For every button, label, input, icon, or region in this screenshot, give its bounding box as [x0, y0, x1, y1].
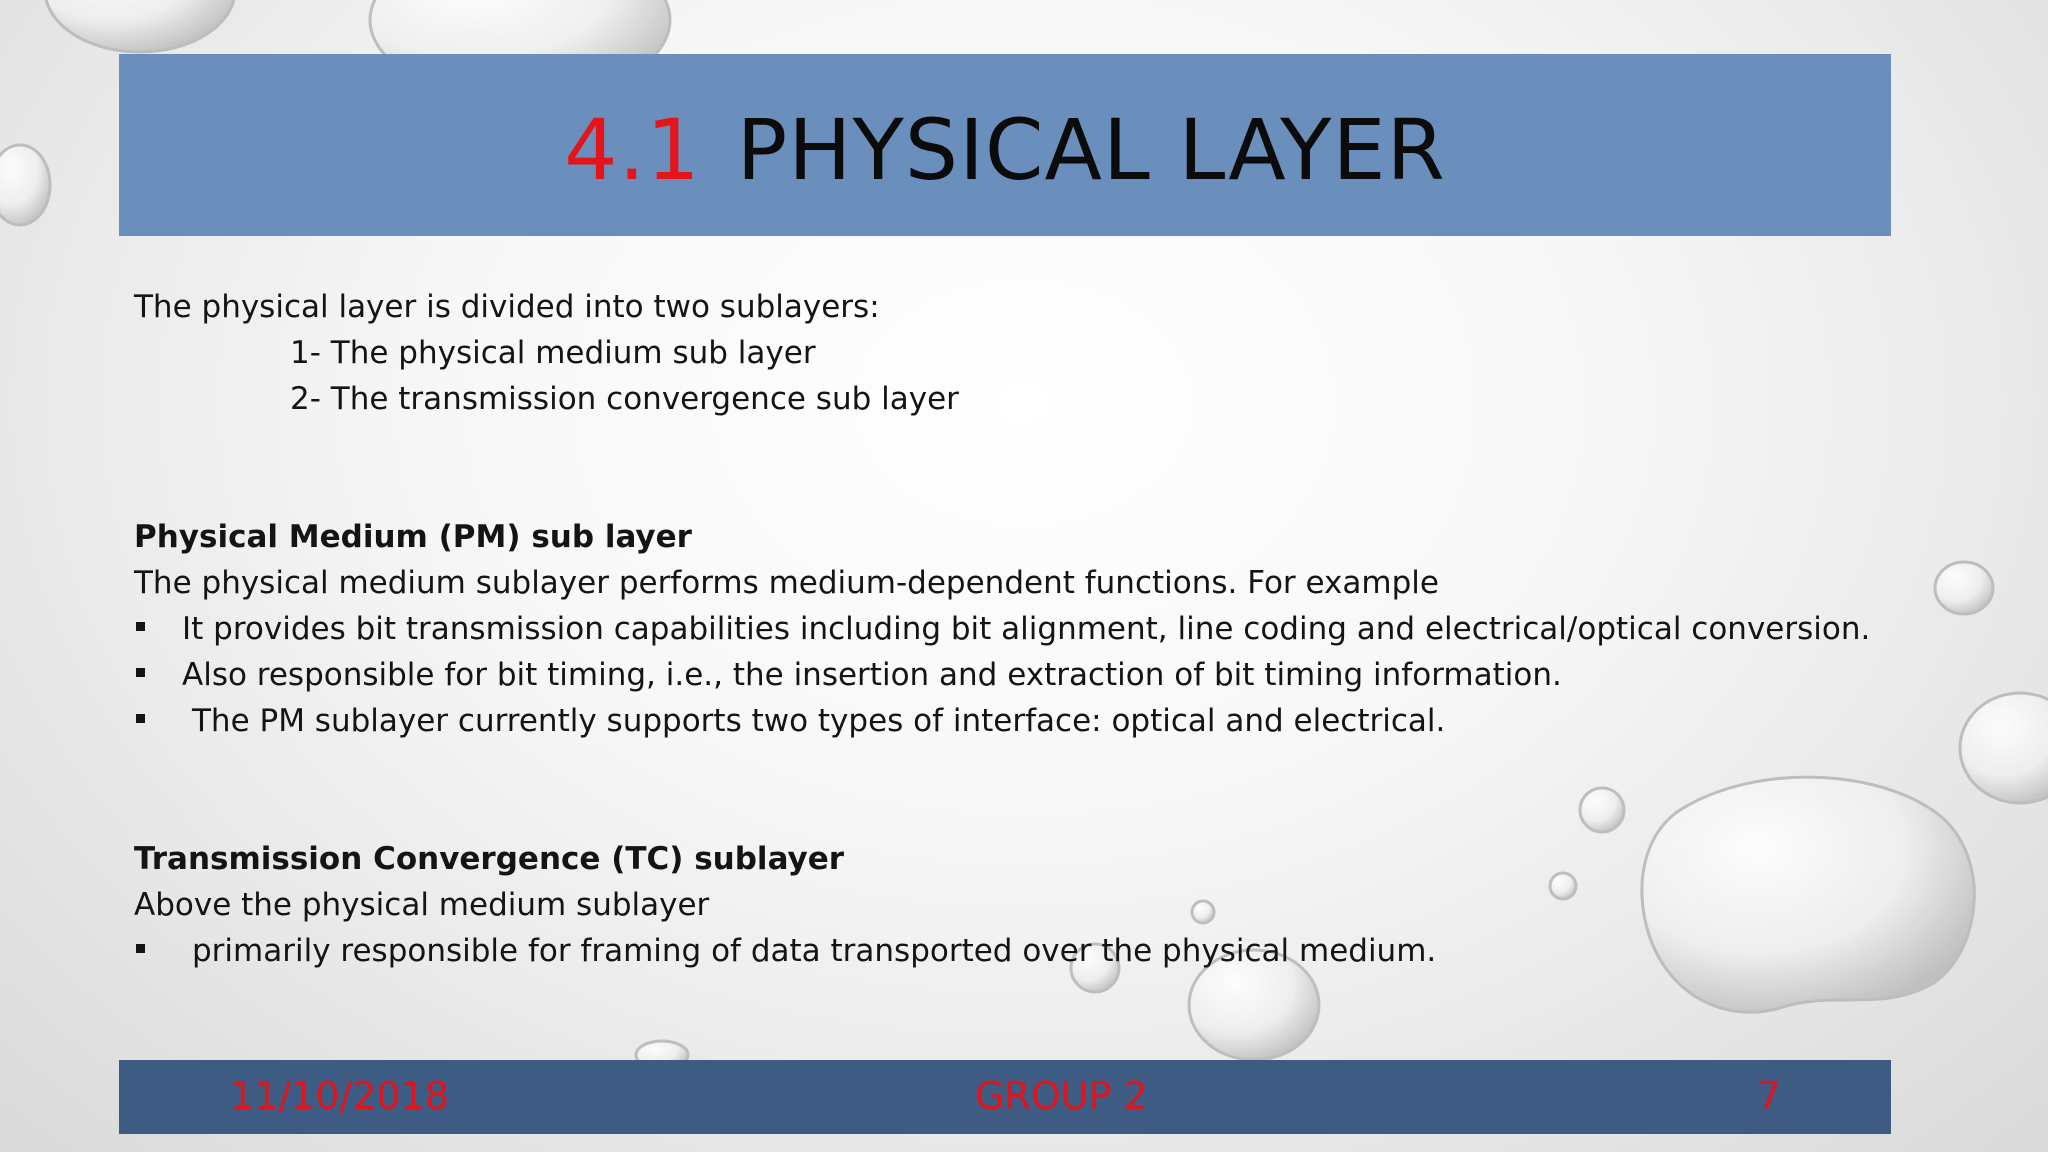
footer-date: 11/10/2018 [230, 1074, 450, 1118]
bullet-square-icon [136, 714, 145, 723]
footer-group: GROUP 2 [975, 1074, 1148, 1118]
sublayer-item-2: 2- The transmission convergence sub layer [290, 381, 959, 417]
list-item [134, 928, 1894, 974]
sublayer-item-1: 1- The physical medium sub layer [290, 335, 816, 371]
list-item [134, 652, 1894, 698]
list-item [134, 606, 1894, 652]
spacer [134, 422, 1894, 514]
tc-heading: Transmission Convergence (TC) sublayer [134, 841, 845, 877]
footer-bar [119, 1060, 1891, 1134]
footer-page-number: 7 [1757, 1074, 1782, 1118]
bullet-text: Also responsible for bit timing, i.e., the insertion and extraction of bit timing information. [182, 657, 1562, 693]
slide-title [564, 91, 1446, 199]
title-bar [119, 54, 1891, 236]
pm-heading: Physical Medium (PM) sub layer [134, 519, 692, 555]
bullet-text: It provides bit transmission capabilities including bit alignment, line coding and electrical/optical conversion. [182, 611, 1871, 647]
bullet-square-icon [136, 622, 145, 631]
slide-content [134, 284, 1894, 974]
pm-description: The physical medium sublayer performs medium-dependent functions. For example [134, 565, 1439, 601]
spacer [134, 744, 1894, 836]
bullet-text: primarily responsible for framing of data transported over the physical medium. [192, 933, 1437, 969]
tc-description: Above the physical medium sublayer [134, 887, 710, 923]
list-item [134, 698, 1894, 744]
title-text: PHYSICAL LAYER [736, 101, 1446, 199]
bullet-square-icon [136, 668, 145, 677]
bullet-text: The PM sublayer currently supports two types of interface: optical and electrical. [192, 703, 1446, 739]
intro-text: The physical layer is divided into two sublayers: [134, 289, 880, 325]
bullet-square-icon [136, 944, 145, 953]
title-number: 4.1 [564, 101, 701, 199]
